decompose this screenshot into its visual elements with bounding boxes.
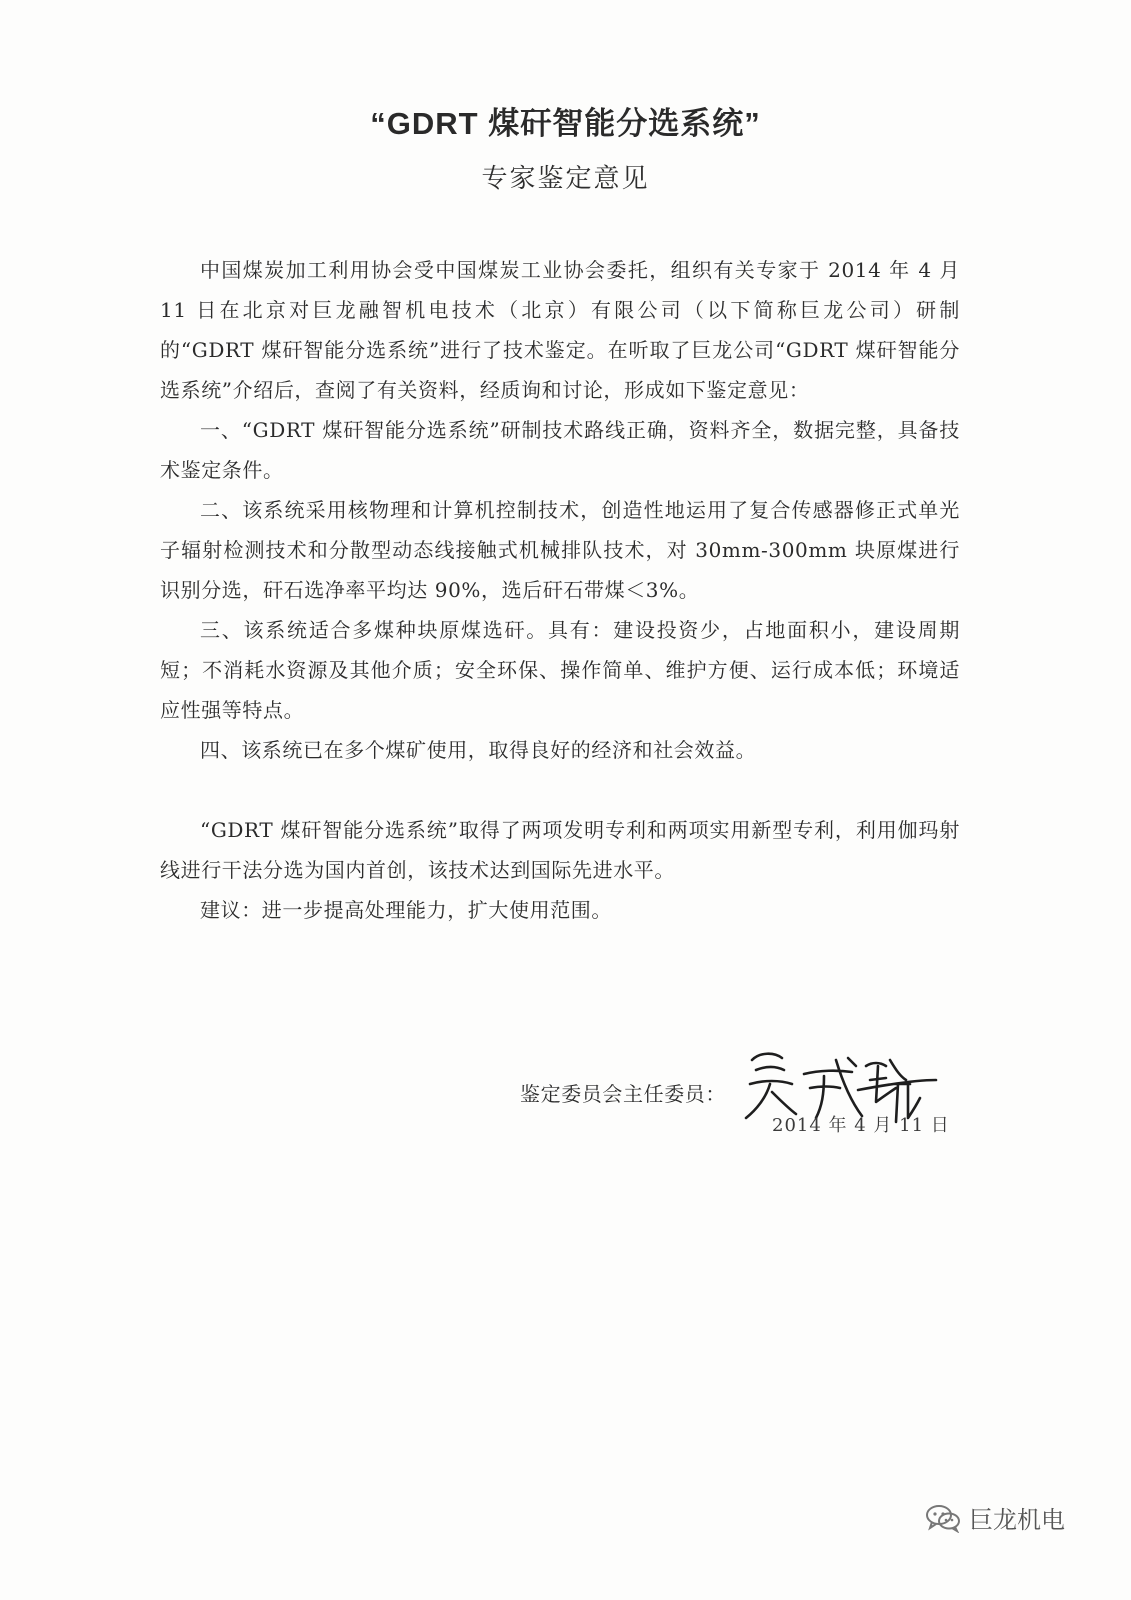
watermark: [925, 1500, 1065, 1535]
paragraph-suggestion: 建议：进一步提高处理能力，扩大使用范围。: [200, 898, 612, 922]
paragraph-intro: 中国煤炭加工利用协会受中国煤炭工业协会委托，组织有关专家于 2014 年 4 月 11 日在北京对巨龙融智机电技术（北京）有限公司（以下简称巨龙公司）研制的“GDRT 煤矸智能分选系统”进行了技术鉴定。在听取了巨龙公司“GDRT 煤矸智能分选系统”介绍后，查阅了有关资料，经质询和讨论，形成如下鉴定意见：: [160, 258, 960, 402]
sign-date: 2014 年 4 月 11 日: [772, 1115, 950, 1136]
paragraph-conclusion: “GDRT 煤矸智能分选系统”取得了两项发明专利和两项实用新型专利，利用伽玛射线进行干法分选为国内首创，该技术达到国际先进水平。: [160, 818, 960, 882]
paragraph-item-4: 四、该系统已在多个煤矿使用，取得良好的经济和社会效益。: [200, 738, 757, 762]
document-title: “GDRT 煤矸智能分选系统”: [370, 106, 761, 141]
watermark-label: 巨龙机电: [969, 1506, 1065, 1534]
wechat-icon: [925, 1503, 961, 1533]
paragraph-item-2: 二、该系统采用核物理和计算机控制技术，创造性地运用了复合传感器修正式单光子辐射检测技术和分散型动态线接触式机械排队技术，对 30mm-300mm 块原煤进行识别分选，矸石选净率平均达 90%，选后矸石带煤＜3%。: [160, 498, 960, 602]
paragraph-item-3: 三、该系统适合多煤种块原煤选矸。具有：建设投资少，占地面积小，建设周期短；不消耗水资源及其他介质；安全环保、操作简单、维护方便、运行成本低；环境适应性强等特点。: [160, 618, 960, 722]
signer-label: 鉴定委员会主任委员：: [520, 1082, 726, 1106]
paragraph-item-1: 一、“GDRT 煤矸智能分选系统”研制技术路线正确，资料齐全，数据完整，具备技术鉴定条件。: [160, 418, 960, 482]
document-subtitle: 专家鉴定意见: [481, 164, 650, 194]
document-body: [160, 250, 960, 930]
